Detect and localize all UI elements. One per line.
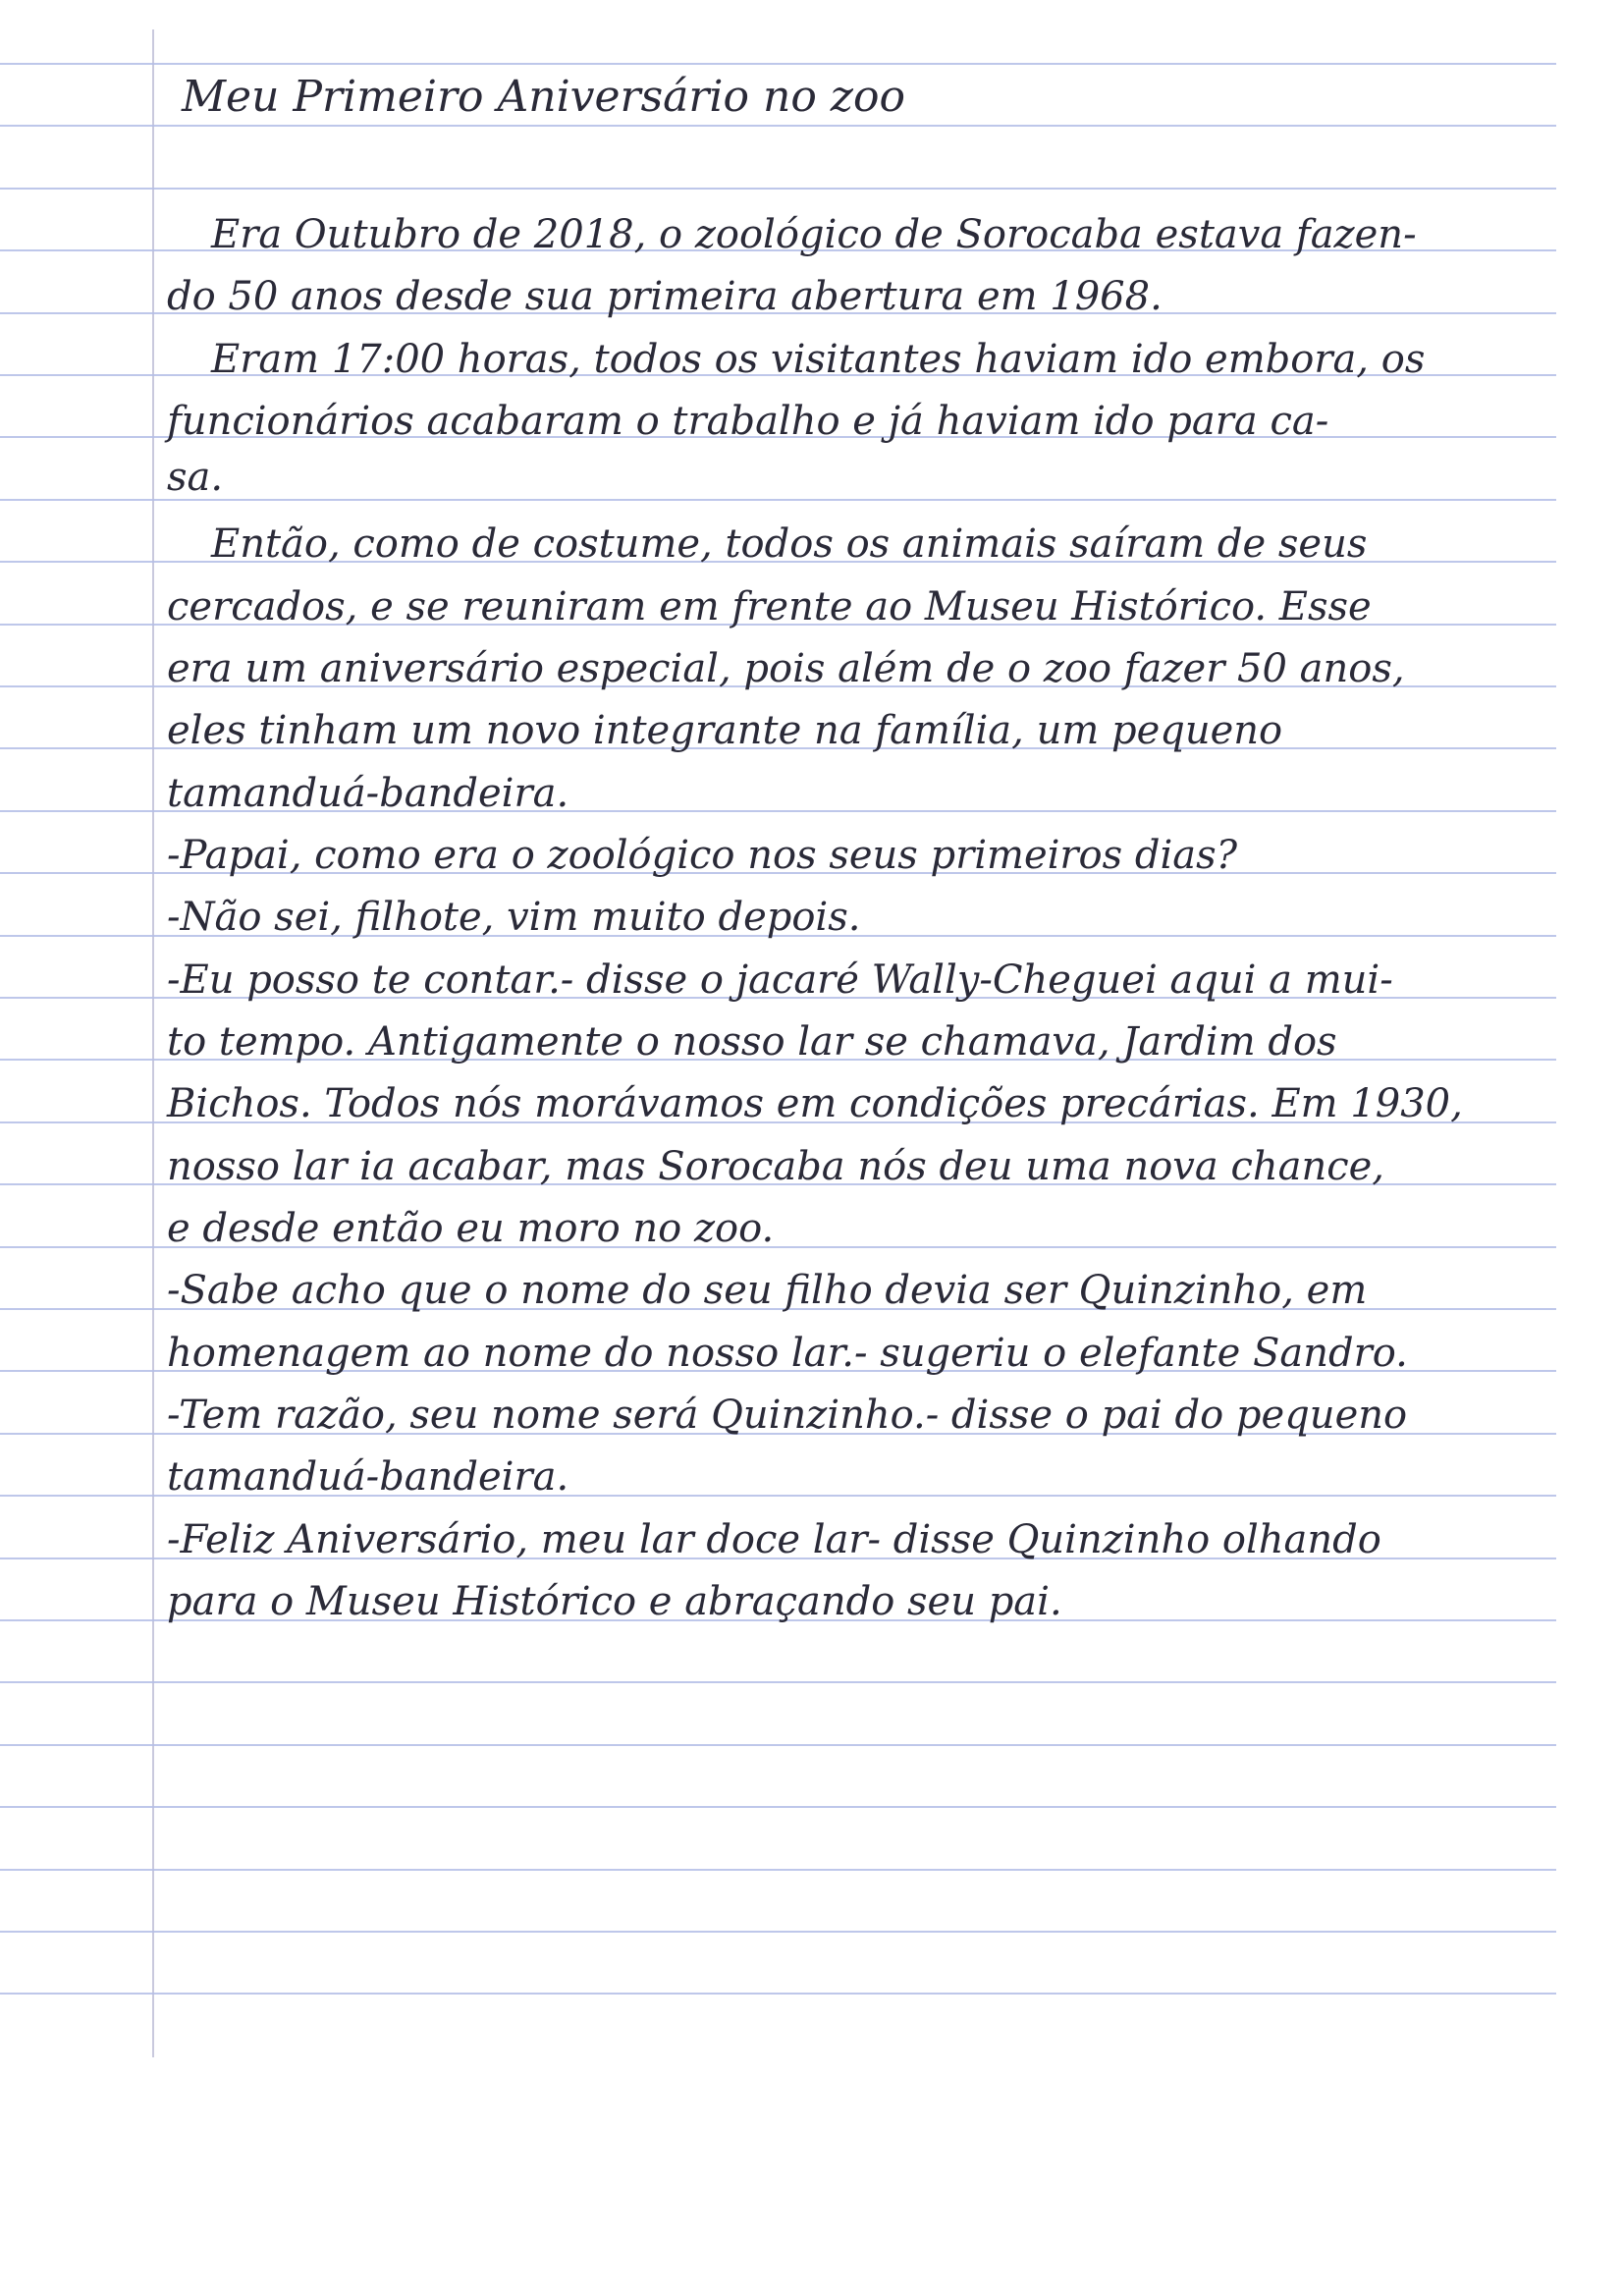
essay-line: -Feliz Aniversário, meu lar doce lar- disse Quinzinho olhando bbox=[167, 1517, 1381, 1562]
ruled-line bbox=[0, 499, 1556, 501]
ruled-line bbox=[0, 1681, 1556, 1683]
ruled-line bbox=[0, 63, 1556, 65]
essay-line: -Sabe acho que o nome do seu filho devia ser Quinzinho, em bbox=[167, 1268, 1368, 1313]
ruled-line bbox=[0, 1744, 1556, 1746]
essay-line: funcionários acabaram o trabalho e já haviam ido para ca- bbox=[167, 399, 1329, 444]
ruled-line bbox=[0, 1931, 1556, 1933]
essay-line: nosso lar ia acabar, mas Sorocaba nós deu uma nova chance, bbox=[167, 1144, 1385, 1189]
essay-line: cercados, e se reuniram em frente ao Museu Histórico. Esse bbox=[167, 584, 1372, 629]
essay-line: -Tem razão, seu nome será Quinzinho.- disse o pai do pequeno bbox=[167, 1393, 1408, 1438]
essay-line: -Eu posso te contar.- disse o jacaré Wally-Cheguei aqui a mui- bbox=[167, 957, 1393, 1003]
essay-line: to tempo. Antigamente o nosso lar se chamava, Jardim dos bbox=[167, 1019, 1337, 1065]
margin-line bbox=[152, 29, 154, 2057]
essay-line: Bichos. Todos nós morávamos em condições precárias. Em 1930, bbox=[167, 1081, 1463, 1126]
essay-line: Então, como de costume, todos os animais saíram de seus bbox=[211, 521, 1368, 567]
essay-line: -Não sei, filhote, vim muito depois. bbox=[167, 895, 861, 940]
essay-line: homenagem ao nome do nosso lar.- sugeriu o elefante Sandro. bbox=[167, 1331, 1408, 1376]
essay-title: Meu Primeiro Aniversário no zoo bbox=[182, 72, 905, 122]
ruled-line bbox=[0, 1869, 1556, 1871]
essay-line: Eram 17:00 horas, todos os visitantes haviam ido embora, os bbox=[211, 337, 1426, 382]
essay-line: eles tinham um novo integrante na família, um pequeno bbox=[167, 708, 1283, 753]
essay-line: do 50 anos desde sua primeira abertura em 1968. bbox=[167, 274, 1163, 319]
ruled-line bbox=[0, 1806, 1556, 1808]
essay-line: sa. bbox=[167, 455, 224, 500]
essay-line: e desde então eu moro no zoo. bbox=[167, 1206, 775, 1251]
essay-line: Era Outubro de 2018, o zoológico de Sorocaba estava fazen- bbox=[211, 212, 1417, 257]
ruled-line bbox=[0, 125, 1556, 127]
essay-line: tamanduá-bandeira. bbox=[167, 1454, 569, 1500]
ruled-line bbox=[0, 188, 1556, 190]
essay-line: era um aniversário especial, pois além de o zoo fazer 50 anos, bbox=[167, 646, 1405, 691]
essay-line: tamanduá-bandeira. bbox=[167, 771, 569, 816]
essay-line: -Papai, como era o zoológico nos seus primeiros dias? bbox=[167, 833, 1238, 878]
ruled-line bbox=[0, 1993, 1556, 1995]
essay-line: para o Museu Histórico e abraçando seu pai. bbox=[167, 1579, 1062, 1624]
